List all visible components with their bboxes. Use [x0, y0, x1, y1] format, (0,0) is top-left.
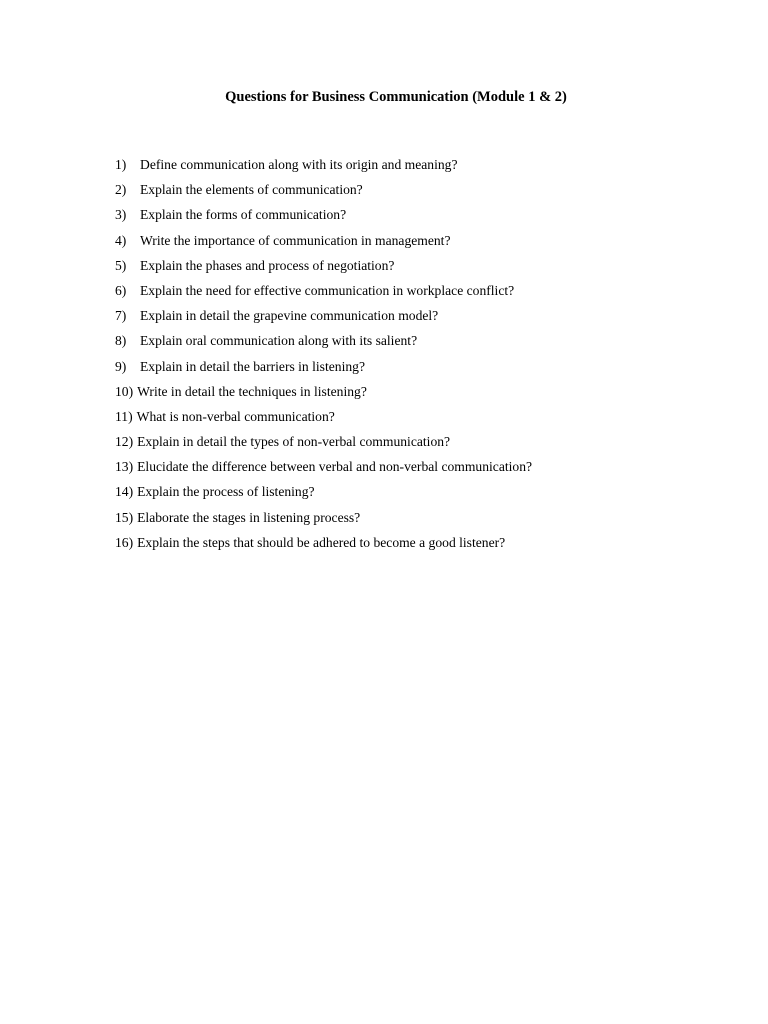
question-number: 14) — [115, 484, 134, 500]
question-number: 15) — [115, 509, 134, 525]
question-item — [115, 155, 532, 180]
question-item — [115, 357, 532, 382]
question-text: Elaborate the stages in listening process? — [137, 509, 361, 525]
question-number: 7) — [115, 308, 127, 324]
question-text: Explain in detail the grapevine communication model? — [140, 308, 439, 324]
question-item — [115, 432, 532, 457]
question-item — [115, 407, 532, 432]
question-number: 6) — [115, 282, 127, 298]
question-number: 5) — [115, 257, 127, 273]
question-number: 11) — [115, 408, 133, 424]
question-item — [115, 306, 532, 331]
question-item — [115, 331, 532, 356]
question-text: Explain the process of listening? — [137, 484, 315, 500]
question-item — [115, 231, 532, 256]
question-item — [115, 382, 532, 407]
question-text: Define communication along with its origin and meaning? — [140, 157, 458, 172]
question-text: Explain the forms of communication? — [140, 207, 347, 223]
question-item — [115, 457, 532, 482]
question-list — [115, 155, 532, 558]
question-number: 2) — [115, 182, 127, 198]
question-text: Explain in detail the types of non-verbal communication? — [137, 434, 451, 450]
question-text: Explain the need for effective communication in workplace conflict? — [140, 282, 515, 298]
question-number: 13) — [115, 459, 134, 475]
question-number: 8) — [115, 333, 127, 349]
question-item — [115, 180, 532, 205]
question-item — [115, 256, 532, 281]
question-text: Write in detail the techniques in listening? — [137, 383, 367, 399]
question-number: 12) — [115, 434, 134, 450]
question-number: 9) — [115, 358, 127, 374]
question-number: 10) — [115, 383, 134, 399]
question-text: Explain the elements of communication? — [140, 182, 363, 198]
question-text: Write the importance of communication in management? — [140, 232, 451, 248]
question-number: 16) — [115, 534, 134, 550]
question-text: Explain the steps that should be adhered to become a good listener? — [137, 534, 506, 550]
document-title: Questions for Business Communication (Module 1 & 2) — [225, 89, 567, 105]
question-item — [115, 205, 532, 230]
question-number: 4) — [115, 232, 127, 248]
question-text: Explain oral communication along with its salient? — [140, 333, 418, 349]
question-item — [115, 281, 532, 306]
question-text: Explain the phases and process of negotiation? — [140, 257, 395, 273]
question-text: What is non-verbal communication? — [136, 408, 335, 424]
question-number: 3) — [115, 207, 127, 223]
question-item — [115, 533, 532, 558]
question-text: Explain in detail the barriers in listening? — [140, 358, 365, 374]
question-number: 1) — [115, 157, 127, 172]
question-text: Elucidate the difference between verbal and non-verbal communication? — [137, 459, 533, 475]
question-item — [115, 482, 532, 507]
question-item — [115, 508, 532, 533]
